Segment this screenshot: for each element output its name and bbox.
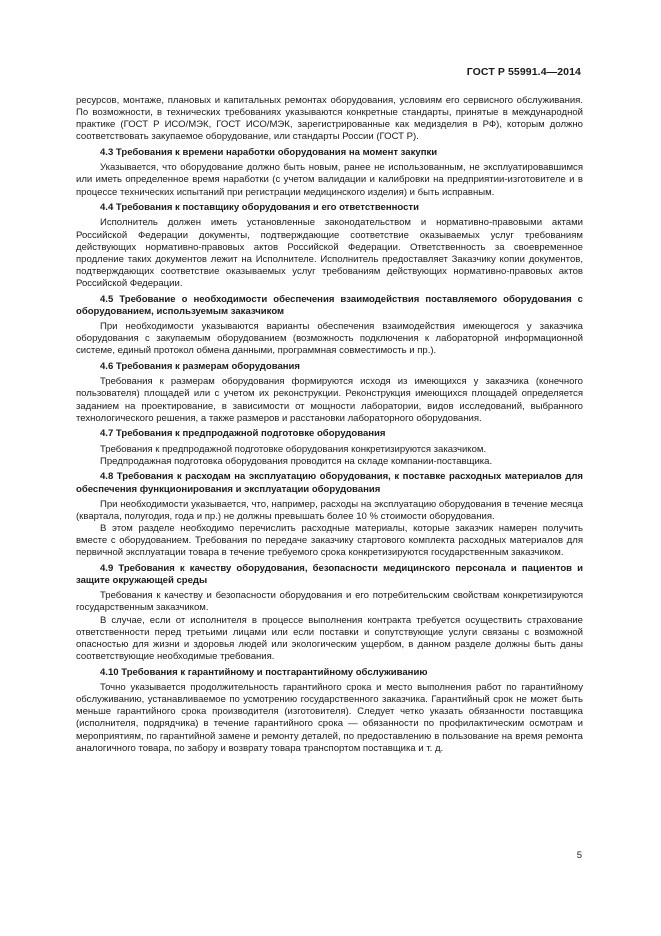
paragraph: В этом разделе необходимо перечислить расходные материалы, которые заказчик намерен получить вместе с оборудованием. Требования по передаче заказчику стартового комплекта расходных материалов для первичной эксплуатации товара в течение требуемого срока конкретизируются государственным заказчиком. bbox=[76, 523, 583, 559]
document-header: ГОСТ Р 55991.4—2014 bbox=[466, 66, 581, 78]
section-heading-4-5: 4.5 Требование о необходимости обеспечения взаимодействия поставляемого оборудования с оборудованием, используемым заказчиком bbox=[76, 293, 583, 317]
paragraph: При необходимости указываются варианты обеспечения взаимодействия имеющегося у заказчика оборудования с закупаемым оборудованием (возможность подключения к лабораторной информационной системе, единый протокол обмена данными, программная совместимость и пр.). bbox=[76, 321, 583, 357]
paragraph: Требования к размерам оборудования формируются исходя из имеющихся у заказчика (конечного пользователя) площадей или с учетом их реконструкции. Реконструкция имеющихся площадей определяется заданием на проектирование, в зависимости от мощности лаборатории, видов исследований, выбранного технологического решения, а также размеров и расстановки лабораторного оборудования. bbox=[76, 376, 583, 424]
paragraph: Указывается, что оборудование должно быть новым, ранее не использованным, не эксплуатировавшимся или иметь определенное время наработки (с учетом валидации и калибровки на предприятии-изготовителе и в процессе технических испытаний при регистрации медицинского изделия) и быть исправным. bbox=[76, 162, 583, 198]
paragraph: В случае, если от исполнителя в процессе выполнения контракта требуется осуществить страхование ответственности перед третьими лицами или если поставки и сопутствующие услуги связаны с возможной опасностью для жизни и здоровья людей или экологическим ущербом, в данном разделе должны быть даны соответствующие необходимые требования. bbox=[76, 614, 583, 663]
paragraph: Предпродажная подготовка оборудования проводится на складе компании-поставщика. bbox=[100, 455, 493, 467]
paragraph: ресурсов, монтаже, плановых и капитальных ремонтах оборудования, условиям его сервисного обслуживания. По возможности, в технических требованиях указываются конкретные стандарты, принятые в международной практике (ГОСТ Р ИСО/МЭК, ГОСТ ИСО/МЭК, зарегистрированные как медизделия в РФ), которым должно соответствовать закупаемое оборудование, или стандарты России (ГОСТ Р). bbox=[76, 95, 583, 143]
document-body bbox=[76, 95, 583, 755]
section-heading-4-8: 4.8 Требования к расходам на эксплуатацию оборудования, к поставке расходных материалов для обеспечения функционирования и эксплуатации оборудования bbox=[76, 471, 583, 495]
paragraph: Требования к качеству и безопасности оборудования и его потребительским свойствам конкретизируются государственным заказчиком. bbox=[76, 590, 583, 614]
section-heading-4-7: 4.7 Требования к предпродажной подготовке оборудования bbox=[100, 428, 386, 440]
paragraph: Исполнитель должен иметь установленные законодательством и нормативно-правовыми актами Российской Федерации документы, подтверждающие соответствие оказываемых услуг требованиям действующих нормативно-правовых актов Российской Федерации. Ответственность за своевременное продление таких документов лежит на Исполнителе. Исполнитель предоставляет Заказчику копии документов, подтверждающих соответствие оказываемых услуг требованиям действующих нормативно-правовых актов Российской Федерации. bbox=[76, 217, 583, 290]
paragraph: Требования к предпродажной подготовке оборудования конкретизируются заказчиком. bbox=[100, 443, 487, 455]
section-heading-4-4: 4.4 Требования к поставщику оборудования и его ответственности bbox=[100, 202, 419, 214]
section-heading-4-9: 4.9 Требования к качеству оборудования, безопасности медицинского персонала и пациентов и защите окружающей среды bbox=[76, 562, 583, 587]
section-heading-4-3: 4.3 Требования к времени наработки оборудования на момент закупки bbox=[100, 147, 438, 159]
paragraph: При необходимости указывается, что, например, расходы на эксплуатацию оборудования в течение месяца (квартала, полугодия, года и пр.) не должны превышать более 10 % стоимости оборудования. bbox=[76, 498, 583, 522]
page-number: 5 bbox=[576, 850, 582, 861]
section-heading-4-10: 4.10 Требования к гарантийному и постгарантийному обслуживанию bbox=[100, 666, 428, 678]
paragraph: Точно указывается продолжительность гарантийного срока и место выполнения работ по гарантийному обслуживанию, устанавливаемое по усмотрению государственного заказчика. Гарантийный срок не может быть меньше гарантийного срока производителя (изготовителя). Следует четко указать обязанности поставщика (исполнителя, подрядчика) в течение гарантийного срока — обязанности по профилактическим осмотрам и мероприятиям, по гарантийной замене и ремонту деталей, по предоставлению в пользование на время ремонта аналогичного товара, по забору и возврату товара транспортом поставщика и т. д. bbox=[76, 681, 583, 754]
section-heading-4-6: 4.6 Требования к размерам оборудования bbox=[100, 361, 300, 373]
